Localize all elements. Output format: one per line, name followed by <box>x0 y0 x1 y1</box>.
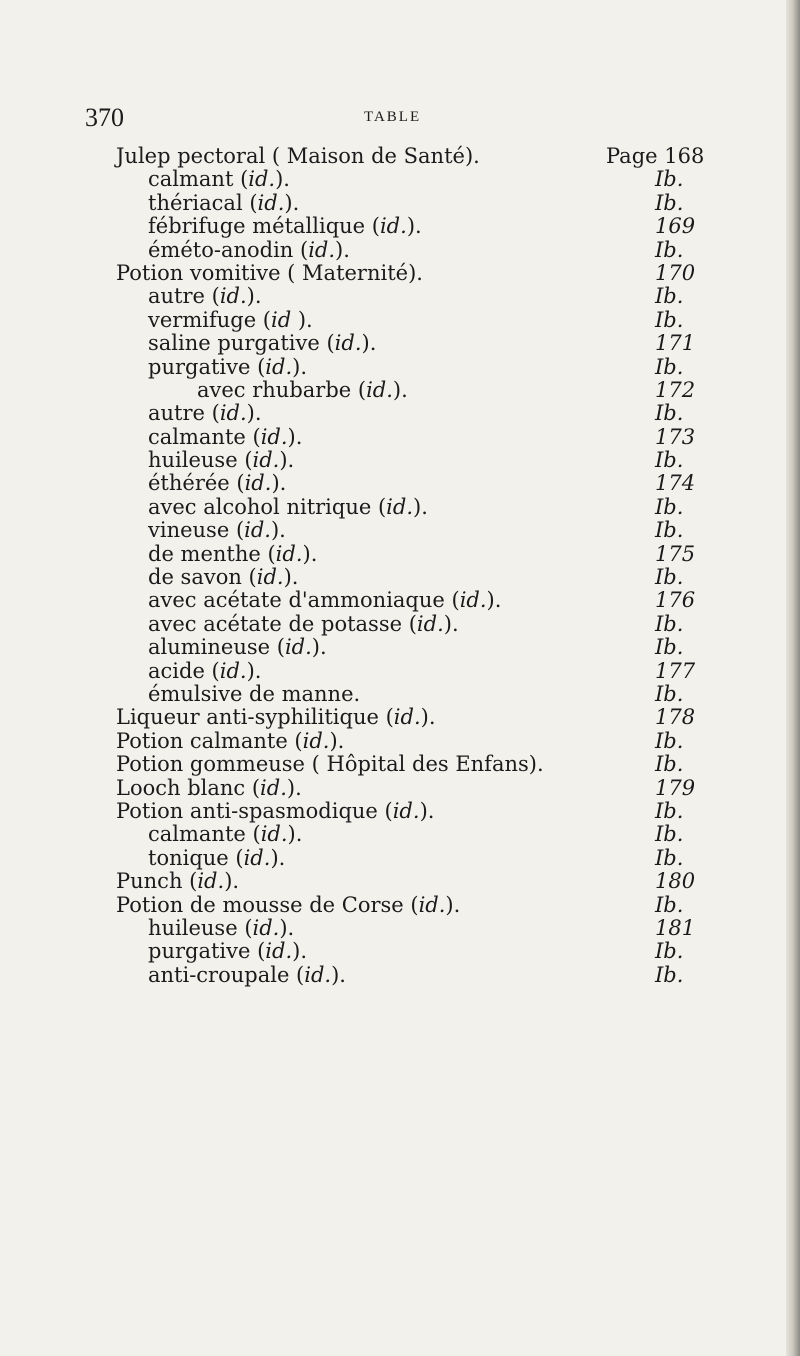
page-reference: 175 <box>655 541 696 566</box>
entry-label-close: ). <box>246 401 262 426</box>
page-reference: Ib. <box>655 448 684 473</box>
list-item <box>0 823 800 846</box>
entry-label-close: ). <box>275 167 290 192</box>
entry-label: autre ( <box>148 284 220 309</box>
entry-title <box>148 472 286 495</box>
list-item <box>0 894 800 917</box>
page-reference: Ib. <box>655 611 684 636</box>
entry-title <box>148 426 302 449</box>
entry-label: de menthe ( <box>148 541 276 566</box>
running-title: TABLE <box>364 109 422 125</box>
entry-label-close: ). <box>406 214 422 239</box>
entry-label-close: ). <box>271 471 287 496</box>
entry-label-close: ). <box>311 635 327 660</box>
entry-title <box>148 847 285 870</box>
page-reference: Ib. <box>655 822 684 847</box>
list-item <box>0 262 800 285</box>
list-item <box>0 730 800 753</box>
list-item <box>0 285 800 308</box>
entry-label: Potion gommeuse ( Hôpital des Enfans). <box>116 752 544 777</box>
page-reference: Ib. <box>655 401 684 426</box>
list-item <box>0 847 800 870</box>
entry-label-close: ). <box>302 541 318 566</box>
entry-label: de savon ( <box>148 565 257 590</box>
list-item <box>0 683 800 706</box>
entry-label: thériacal ( <box>148 190 258 215</box>
page-reference: Ib. <box>655 167 684 192</box>
entry-label: calmant ( <box>148 167 249 192</box>
entry-title <box>148 309 313 332</box>
page-reference: Ib. <box>655 962 684 987</box>
entry-label: vermifuge ( <box>148 307 271 332</box>
entry-source-abbrev: id. <box>260 775 287 800</box>
entry-title <box>116 870 239 893</box>
entry-label: alumineuse ( <box>148 635 285 660</box>
entry-label-close: ). <box>224 869 240 894</box>
entry-title <box>116 145 480 168</box>
page-reference: Ib. <box>655 565 684 590</box>
page-reference: 179 <box>655 775 696 800</box>
page-reference: Ib. <box>655 354 684 379</box>
entry-label-close: ). <box>279 448 295 473</box>
entry-label-close: ). <box>270 845 286 870</box>
entry-source-abbrev: id. <box>379 214 407 239</box>
entry-label: Liqueur anti-syphilitique ( <box>116 705 394 730</box>
entry-label: éthérée ( <box>148 471 245 496</box>
entry-label-close: ). <box>292 354 308 379</box>
entry-label: avec alcohol nitrique ( <box>148 494 387 519</box>
entry-label-close: ). <box>329 728 345 753</box>
list-item <box>0 239 800 262</box>
entry-label-close: ). <box>486 588 502 613</box>
list-item <box>0 356 800 379</box>
entry-title <box>148 683 360 706</box>
entry-label-close: ). <box>291 307 313 332</box>
entry-label-close: ). <box>420 705 436 730</box>
page-reference: Ib. <box>655 798 684 823</box>
entry-label: Julep pectoral ( Maison de Santé). <box>116 144 480 168</box>
entry-source-abbrev: id. <box>392 798 420 823</box>
entry-title <box>148 496 428 519</box>
entry-title <box>148 215 422 238</box>
entry-label-close: ). <box>335 237 350 262</box>
entry-label: saline purgative ( <box>148 331 335 356</box>
list-item <box>0 660 800 683</box>
page-reference: Ib. <box>655 190 684 215</box>
entry-title <box>116 262 423 285</box>
page-reference: Ib. <box>655 307 684 332</box>
entry-title <box>148 543 317 566</box>
entry-title <box>148 239 350 262</box>
entry-label-close: ). <box>283 565 299 590</box>
entry-label: autre ( <box>148 401 220 426</box>
entry-title <box>116 706 436 729</box>
entry-label: purgative ( <box>148 354 266 379</box>
entry-label: huileuse ( <box>148 915 253 940</box>
list-item <box>0 402 800 425</box>
entry-source-abbrev: id. <box>219 284 247 309</box>
entry-label-close: ). <box>361 331 377 356</box>
page-reference: Ib. <box>655 681 684 706</box>
entry-label: avec rhubarbe ( <box>197 377 367 402</box>
entry-title <box>148 940 307 963</box>
list-item <box>0 800 800 823</box>
entry-source-abbrev: id. <box>416 611 444 636</box>
list-item <box>0 145 800 168</box>
page-reference: Ib. <box>655 845 684 870</box>
entry-label-close: ). <box>284 190 300 215</box>
entry-label-close: ). <box>270 518 286 543</box>
entry-title <box>116 730 344 753</box>
entry-title <box>116 753 544 776</box>
entry-label-close: ). <box>279 915 295 940</box>
list-item <box>0 753 800 776</box>
entry-source-abbrev: id. <box>248 167 276 192</box>
entry-title <box>148 192 299 215</box>
page-number: 370 <box>85 103 124 132</box>
entry-label-close: ). <box>331 962 346 987</box>
page-reference: 181 <box>655 915 696 940</box>
list-item <box>0 332 800 355</box>
entry-label: tonique ( <box>148 845 244 870</box>
entry-source-abbrev: id. <box>257 190 285 215</box>
entry-title <box>148 519 286 542</box>
entry-label: huileuse ( <box>148 448 253 473</box>
page-reference: Ib. <box>655 892 684 917</box>
entry-title <box>148 449 294 472</box>
entry-label: avec acétate de potasse ( <box>148 611 417 636</box>
entry-label-close: ). <box>286 775 302 800</box>
list-item <box>0 940 800 963</box>
page-header <box>85 103 645 139</box>
entry-title <box>148 332 376 355</box>
page-reference: Ib. <box>655 518 684 543</box>
entry-label: Potion de mousse de Corse ( <box>116 892 419 917</box>
entry-title <box>148 566 298 589</box>
entry-label: acide ( <box>148 658 220 683</box>
entry-source-abbrev: id. <box>252 915 280 940</box>
entry-label-close: ). <box>292 939 308 964</box>
entry-source-abbrev: id. <box>265 939 293 964</box>
entry-label: éméto-anodin ( <box>148 237 309 262</box>
list-item <box>0 870 800 893</box>
entry-label-close: ). <box>419 798 435 823</box>
entry-source-abbrev: id. <box>260 424 288 449</box>
list-item <box>0 543 800 566</box>
entry-source-abbrev: id. <box>366 377 393 402</box>
list-item <box>0 964 800 987</box>
page-reference: Ib. <box>655 237 684 262</box>
list-item <box>0 636 800 659</box>
page-reference: 180 <box>655 869 696 894</box>
entry-label: Punch ( <box>116 869 198 894</box>
entry-source-abbrev: id. <box>418 892 446 917</box>
list-item <box>0 472 800 495</box>
list-item <box>0 613 800 636</box>
list-item <box>0 566 800 589</box>
page-reference: Ib. <box>655 284 684 309</box>
entry-label-close: ). <box>246 658 262 683</box>
entry-label: calmante ( <box>148 822 261 847</box>
entry-label-close: ). <box>246 284 262 309</box>
entry-source-abbrev: id. <box>284 635 312 660</box>
page-reference: 171 <box>655 331 696 356</box>
entry-label: avec acétate d'ammoniaque ( <box>148 588 460 613</box>
entry-title <box>148 168 290 191</box>
page-reference: 176 <box>655 588 696 613</box>
entry-label: calmante ( <box>148 424 261 449</box>
list-item <box>0 519 800 542</box>
entry-source-abbrev: id. <box>386 494 413 519</box>
entry-label: anti-croupale ( <box>148 962 305 987</box>
page-reference: 172 <box>655 377 696 402</box>
list-item <box>0 426 800 449</box>
page-reference: 173 <box>655 424 696 449</box>
entry-source-abbrev: id. <box>256 565 284 590</box>
entry-source-abbrev: id. <box>302 728 330 753</box>
entry-label: Looch blanc ( <box>116 775 261 800</box>
table-of-contents-list <box>0 145 800 987</box>
entry-source-abbrev: id. <box>393 705 421 730</box>
entry-title <box>148 636 327 659</box>
entry-source-abbrev: id. <box>243 845 271 870</box>
entry-title <box>148 823 302 846</box>
page-reference: 174 <box>655 471 696 496</box>
list-item <box>0 496 800 519</box>
entry-label: Potion calmante ( <box>116 728 303 753</box>
entry-label: Potion vomitive ( Maternité). <box>116 260 423 285</box>
list-item <box>0 215 800 238</box>
entry-source-abbrev: id. <box>244 471 272 496</box>
page-reference: 177 <box>655 658 696 683</box>
entry-title <box>148 402 262 425</box>
entry-label: purgative ( <box>148 939 266 964</box>
entry-source-abbrev: id. <box>308 237 336 262</box>
entry-title <box>148 285 262 308</box>
entry-title <box>148 660 261 683</box>
entry-title <box>148 613 459 636</box>
list-item <box>0 449 800 472</box>
entry-label: Potion anti-spasmodique ( <box>116 798 393 823</box>
entry-title <box>148 589 501 612</box>
entry-source-abbrev: id. <box>219 401 247 426</box>
entry-source-abbrev: id. <box>244 518 271 543</box>
list-item <box>0 192 800 215</box>
page-reference: 170 <box>655 260 696 285</box>
entry-title <box>148 356 307 379</box>
entry-label-close: ). <box>287 822 303 847</box>
entry-source-abbrev: id. <box>260 822 288 847</box>
entry-source-abbrev: id. <box>197 869 225 894</box>
entry-source-abbrev: id. <box>304 962 332 987</box>
page-reference: 169 <box>655 214 696 239</box>
list-item <box>0 168 800 191</box>
page-reference: Page 168 <box>606 144 705 168</box>
entry-source-abbrev: id. <box>459 588 487 613</box>
entry-source-abbrev: id. <box>265 354 293 379</box>
entry-title <box>148 917 294 940</box>
list-item <box>0 777 800 800</box>
entry-title <box>148 964 346 987</box>
entry-title <box>116 800 434 823</box>
entry-label: émulsive de manne. <box>148 681 361 706</box>
list-item <box>0 917 800 940</box>
entry-label: fébrifuge métallique ( <box>148 214 380 239</box>
entry-label: vineuse ( <box>148 518 245 543</box>
page-reference: Ib. <box>655 752 684 777</box>
entry-source-abbrev: id <box>271 307 292 332</box>
list-item <box>0 589 800 612</box>
page-reference: Ib. <box>655 494 684 519</box>
entry-source-abbrev: id. <box>219 658 247 683</box>
page-reference: 178 <box>655 705 696 730</box>
entry-source-abbrev: id. <box>275 541 303 566</box>
entry-source-abbrev: id. <box>252 448 280 473</box>
entry-label-close: ). <box>392 377 408 402</box>
entry-label-close: ). <box>287 424 303 449</box>
page-reference: Ib. <box>655 939 684 964</box>
page-reference: Ib. <box>655 728 684 753</box>
entry-title <box>197 379 408 402</box>
list-item <box>0 309 800 332</box>
page-reference: Ib. <box>655 635 684 660</box>
list-item <box>0 379 800 402</box>
list-item <box>0 706 800 729</box>
entry-source-abbrev: id. <box>334 331 362 356</box>
entry-title <box>116 894 460 917</box>
entry-label-close: ). <box>443 611 459 636</box>
entry-title <box>116 777 302 800</box>
entry-label-close: ). <box>445 892 461 917</box>
entry-label-close: ). <box>413 494 428 519</box>
